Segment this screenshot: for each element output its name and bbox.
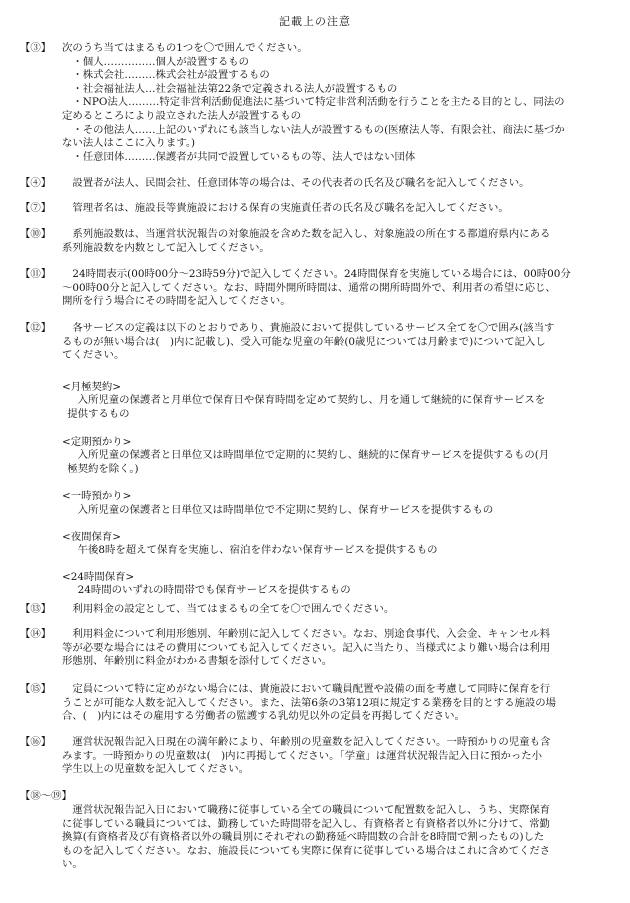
section-number: 【⑯】 <box>20 736 52 748</box>
list-item: ・NPO法人………特定非営利活動促進法に基づいて特定非営利活動を行うことを主たる目的とし、同法の <box>72 96 565 109</box>
section-14 <box>20 628 618 669</box>
section-11 <box>20 268 618 309</box>
definition-heading: <定期預かり> <box>62 435 132 448</box>
section-text: 開所を行う場合にその時間を記入してください。 <box>62 295 291 308</box>
section-text: るものが無い場合は( )内に記載し)、受入可能な児童の年齢(0歳児については月齢まで)について記入し <box>62 335 546 348</box>
section-text: 運営状況報告記入日において職務に従事している全ての職員について配置数を記入し、うち、実際保育 <box>72 804 551 816</box>
section-number: 【④】 <box>20 177 52 189</box>
section-text: 各サービスの定義は以下のとおりであり、貴施設において提供しているサービス全てを〇で囲み(該当す <box>72 322 555 334</box>
definition-text: 入所児童の保護者と月単位で保育日や保育時間を定めて契約し、月を通して継続的に保育サービスを <box>77 394 546 407</box>
section-number: 【③】 <box>20 42 52 54</box>
section-number: 【⑱～⑲】 <box>20 790 72 802</box>
section-text: い。 <box>62 858 83 871</box>
definition-monthly <box>62 381 618 422</box>
section-number: 【⑫】 <box>20 322 52 334</box>
definition-heading: <夜間保育> <box>62 530 121 543</box>
section-text: 管理者名は、施設長等貴施設における保育の実施責任者の氏名及び職名を記入してください。 <box>72 202 509 214</box>
section-text: 学生以上の児童数を記入してください。 <box>62 763 250 776</box>
definition-text: 提供するもの <box>67 407 130 420</box>
section-15 <box>20 683 618 724</box>
definition-text: 24時間のいずれの時間帯でも保育サービスを提供するもの <box>77 584 351 597</box>
section-text: てください。 <box>62 349 125 362</box>
list-item: ・社会福祉法人…社会福祉法第22条で定義される法人が設置するもの <box>72 82 398 95</box>
section-text: ～00時00分と記入してください。なお、時間外開所時間は、通常の開所時間外で、利用者の希望に応じ、 <box>62 281 556 294</box>
section-10 <box>20 228 618 255</box>
section-number: 【⑬】 <box>20 603 52 615</box>
section-text: 利用料金の設定として、当てはまるもの全てを〇で囲んでください。 <box>72 603 395 615</box>
section-text: 換算(有資格者及び有資格者以外の職員別にそれぞれの勤務延べ時間数の合計を8時間で割ったもの)した <box>62 831 545 844</box>
section-18-19 <box>20 790 618 872</box>
section-text: 系列施設数を内数として記入してください。 <box>62 241 270 254</box>
section-4 <box>20 177 618 191</box>
section-text: 等が必要な場合にはその費用についても記入してください。記入に当たり、当様式により難い場合は利用 <box>62 641 551 654</box>
section-13 <box>20 603 618 617</box>
definition-text: 入所児童の保護者と日単位又は時間単位で定期的に契約し、継続的に保育サービスを提供するもの(月 <box>77 449 550 462</box>
section-text: 合、( )内にはその雇用する労働者の監護する乳幼児以外の定員を再掲してください。 <box>62 710 465 723</box>
definition-text: 入所児童の保護者と日単位又は時間単位で不定期に契約し、保育サービスを提供するもの <box>77 503 494 516</box>
section-text: に従事している職員については、勤務していた時間帯を記入し、有資格者と有資格者以外に分けて、常勤 <box>62 817 550 830</box>
section-text: 次のうち当てはまるもの1つを〇で囲んでください。 <box>62 42 308 54</box>
definition-24h <box>62 571 618 598</box>
section-16 <box>20 736 618 777</box>
section-text: 利用料金について利用形態別、年齢別に記入してください。なお、別途食事代、入会金、キャンセル料 <box>72 628 551 640</box>
list-item-continuation: ない法人はここに入ります。) <box>62 137 196 150</box>
section-text: 形態別、年齢別に料金がわかる書類を添付してください。 <box>62 655 333 668</box>
section-text: ものを記入してください。なお、施設長についても実際に保育に従事している場合はこれに含めてくださ <box>62 844 551 857</box>
definition-heading: <24時間保育> <box>62 570 135 583</box>
section-7 <box>20 202 618 216</box>
definition-heading: <一時預かり> <box>62 490 132 503</box>
section-number: 【⑪】 <box>20 268 52 280</box>
list-item-continuation: 定めるところにより設立された法人が設置するもの <box>62 109 301 122</box>
section-text: うことが可能な人数を記入してください。また、法第6条の3第12項に規定する業務を目的とする施設の場 <box>62 696 557 709</box>
definition-text: 極契約を除く。) <box>67 462 139 475</box>
section-text: 運営状況報告記入日現在の満年齢により、年齢別の児童数を記入してください。一時預かりの児童も含 <box>72 736 551 748</box>
list-item: ・その他法人……上記のいずれにも該当しない法人が設置するもの(医療法人等、有限会社、商法に基づか <box>72 123 565 136</box>
section-3 <box>20 42 618 164</box>
page-title: 記載上の注意 <box>279 15 351 28</box>
section-number: 【⑭】 <box>20 628 52 640</box>
list-item: ・株式会社………株式会社が設置するもの <box>72 69 270 82</box>
list-item: ・任意団体………保護者が共同で設置しているもの等、法人ではない団体 <box>72 150 416 163</box>
section-text: 系列施設数は、当運営状況報告の対象施設を含めた数を記入し、対象施設の所在する都道府県内にある <box>72 228 551 240</box>
section-text: 設置者が法人、民間会社、任意団体等の場合は、その代表者の氏名及び職名を記入してください。 <box>72 177 530 189</box>
section-number: 【⑦】 <box>20 202 52 214</box>
definition-text: 午後8時を超えて保育を実施し、宿泊を伴わない保育サービスを提供するもの <box>77 544 438 557</box>
section-text: 24時間表示(00時00分～23時59分)で記入してください。24時間保育を実施している場合には、00時00分 <box>72 268 571 280</box>
definition-night <box>62 531 618 558</box>
section-12 <box>20 322 618 598</box>
definition-heading: <月極契約> <box>62 380 121 393</box>
list-item: ・個人……………個人が設置するもの <box>72 55 250 68</box>
section-text: 定員について特に定めがない場合には、貴施設において職員配置や設備の面を考慮して同時に保育を行 <box>72 683 551 695</box>
section-number: 【⑮】 <box>20 683 52 695</box>
definition-temporary <box>62 490 618 517</box>
definition-regular <box>62 436 618 477</box>
section-text: みます。一時預かりの児童数は( )内に再掲してください。「学童」は運営状況報告記入日に預かった小 <box>62 749 543 762</box>
section-number: 【⑩】 <box>20 228 52 240</box>
